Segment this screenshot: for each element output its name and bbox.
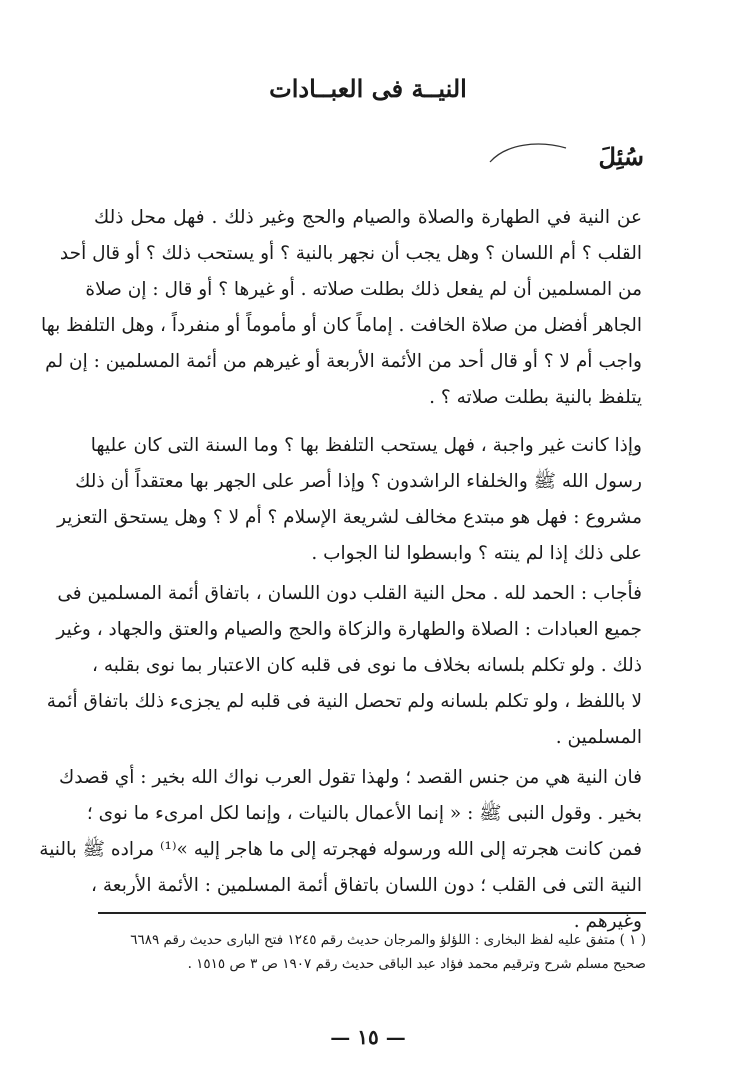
text-line: جميع العبادات : الصلاة والطهارة والزكاة والحج والصيام والعتق والجهاد ، وغير	[56, 619, 642, 640]
text-line: ذلك . ولو تكلم بلسانه بخلاف ما نوى فى قلبه كان الاعتبار بما نوى بقلبه ،	[91, 655, 642, 676]
footnote-divider	[98, 912, 646, 914]
text-line: لا باللفظ ، ولو تكلم بلسانه ولم تحصل النية فى قلبه لم يجزىء ذلك باتفاق أئمة	[46, 691, 642, 712]
text-line: فان النية هي من جنس القصد ؛ ولهذا تقول العرب نواك الله بخير : أي قصدك	[59, 767, 642, 788]
text-line: فأجاب : الحمد لله . محل النية القلب دون اللسان ، باتفاق أئمة المسلمين فى	[57, 583, 642, 604]
paragraph	[40, 200, 642, 416]
question-label: سُئِلَ	[598, 142, 644, 171]
page-number: — ١٥ —	[330, 1025, 406, 1049]
text-line: من المسلمين أن لم يفعل ذلك بطلت صلاته . أو غيرها ؟ أو قال : إن صلاة	[85, 279, 642, 300]
footnote-line: ( ١ ) متفق عليه لفظ البخارى : اللؤلؤ والمرجان حديث رقم ١٢٤٥ فتح البارى حديث رقم ٦٦٨٩	[130, 932, 646, 948]
text-line: رسول الله ﷺ والخلفاء الراشدون ؟ وإذا أصر على الجهر بها معتقداً أن ذلك	[75, 471, 642, 492]
footnotes	[86, 928, 646, 976]
body-text	[39, 200, 642, 940]
page-title: النيــة فى العبــادات	[269, 74, 467, 103]
text-line: القلب ؟ أم اللسان ؟ وهل يجب أن نجهر بالنية ؟ أو يستحب ذلك ؟ أو قال أحد	[59, 243, 642, 264]
text-line: الجاهر أفضل من صلاة الخافت . إماماً كان أو مأموماً أو منفرداً ، وهل التلفظ بها	[40, 315, 642, 336]
text-line: يتلفظ بالنية بطلت صلاته ؟ .	[429, 387, 642, 408]
decorative-curve	[488, 138, 568, 168]
text-line: بخير . وقول النبى ﷺ : « إنما الأعمال بالنيات ، وإنما لكل امرىء ما نوى ؛	[86, 803, 642, 824]
text-line: على ذلك إذا لم ينته ؟ وابسطوا لنا الجواب .	[311, 543, 642, 564]
footnote-line: صحيح مسلم شرح وترقيم محمد فؤاد عبد الباقى حديث رقم ١٩٠٧ ص ٣ ص ١٥١٥ .	[187, 956, 646, 972]
text-line: فمن كانت هجرته إلى الله ورسوله فهجرته إلى ما هاجر إليه »⁽¹⁾ مراده ﷺ بالنية	[39, 839, 642, 860]
text-line: واجب أم لا ؟ أو قال أحد من الأئمة الأربعة أو غيرهم من أئمة المسلمين : إن لم	[45, 351, 642, 372]
paragraph	[46, 576, 642, 756]
text-line: النية التى فى القلب ؛ دون اللسان باتفاق أئمة المسلمين : الأئمة الأربعة ،	[91, 875, 642, 896]
text-line: المسلمين .	[555, 727, 642, 748]
text-line: مشروع : فهل هو مبتدع مخالف لشريعة الإسلام ؟ أم لا ؟ وهل يستحق التعزير	[57, 507, 642, 528]
paragraph	[57, 428, 642, 572]
text-line: وإذا كانت غير واجبة ، فهل يستحب التلفظ بها ؟ وما السنة التى كان عليها	[90, 435, 642, 456]
text-line: عن النية في الطهارة والصلاة والصيام والحج وغير ذلك . فهل محل ذلك	[94, 207, 642, 228]
text-line: وغيرهم .	[573, 911, 642, 932]
